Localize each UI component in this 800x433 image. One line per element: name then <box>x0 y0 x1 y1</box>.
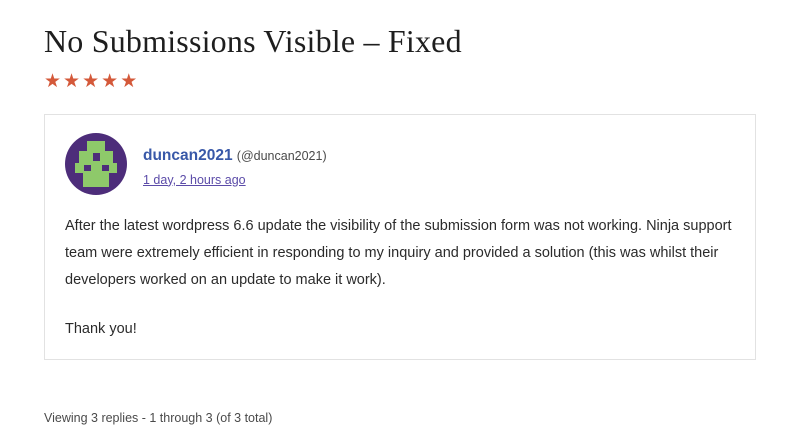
star-icon: ★ <box>44 71 63 93</box>
star-icon: ★ <box>101 71 120 93</box>
reply-timestamp-link[interactable]: 1 day, 2 hours ago <box>143 172 246 187</box>
page-title: No Submissions Visible – Fixed <box>44 23 462 59</box>
star-rating <box>44 72 139 91</box>
reply-header <box>65 133 735 195</box>
author-line <box>143 146 327 166</box>
star-icon: ★ <box>63 71 82 93</box>
reply-card <box>44 114 756 359</box>
author-handle: (@duncan2021) <box>236 149 327 164</box>
pagination-note: Viewing 3 replies - 1 through 3 (of 3 total) <box>44 410 273 425</box>
star-icon: ★ <box>82 71 101 93</box>
author-name-link[interactable]: duncan2021 <box>143 147 233 165</box>
avatar <box>65 133 127 195</box>
reply-body <box>65 213 735 342</box>
reply-paragraph: After the latest wordpress 6.6 update the visibility of the submission form was not working. Ninja support team were extremely efficient in responding to my inquiry and provided a solution (this was whilst their developers worked on an update to make it work). <box>65 218 732 289</box>
author-block <box>143 133 327 188</box>
star-icon: ★ <box>120 71 139 93</box>
reply-paragraph: Thank you! <box>65 320 137 337</box>
